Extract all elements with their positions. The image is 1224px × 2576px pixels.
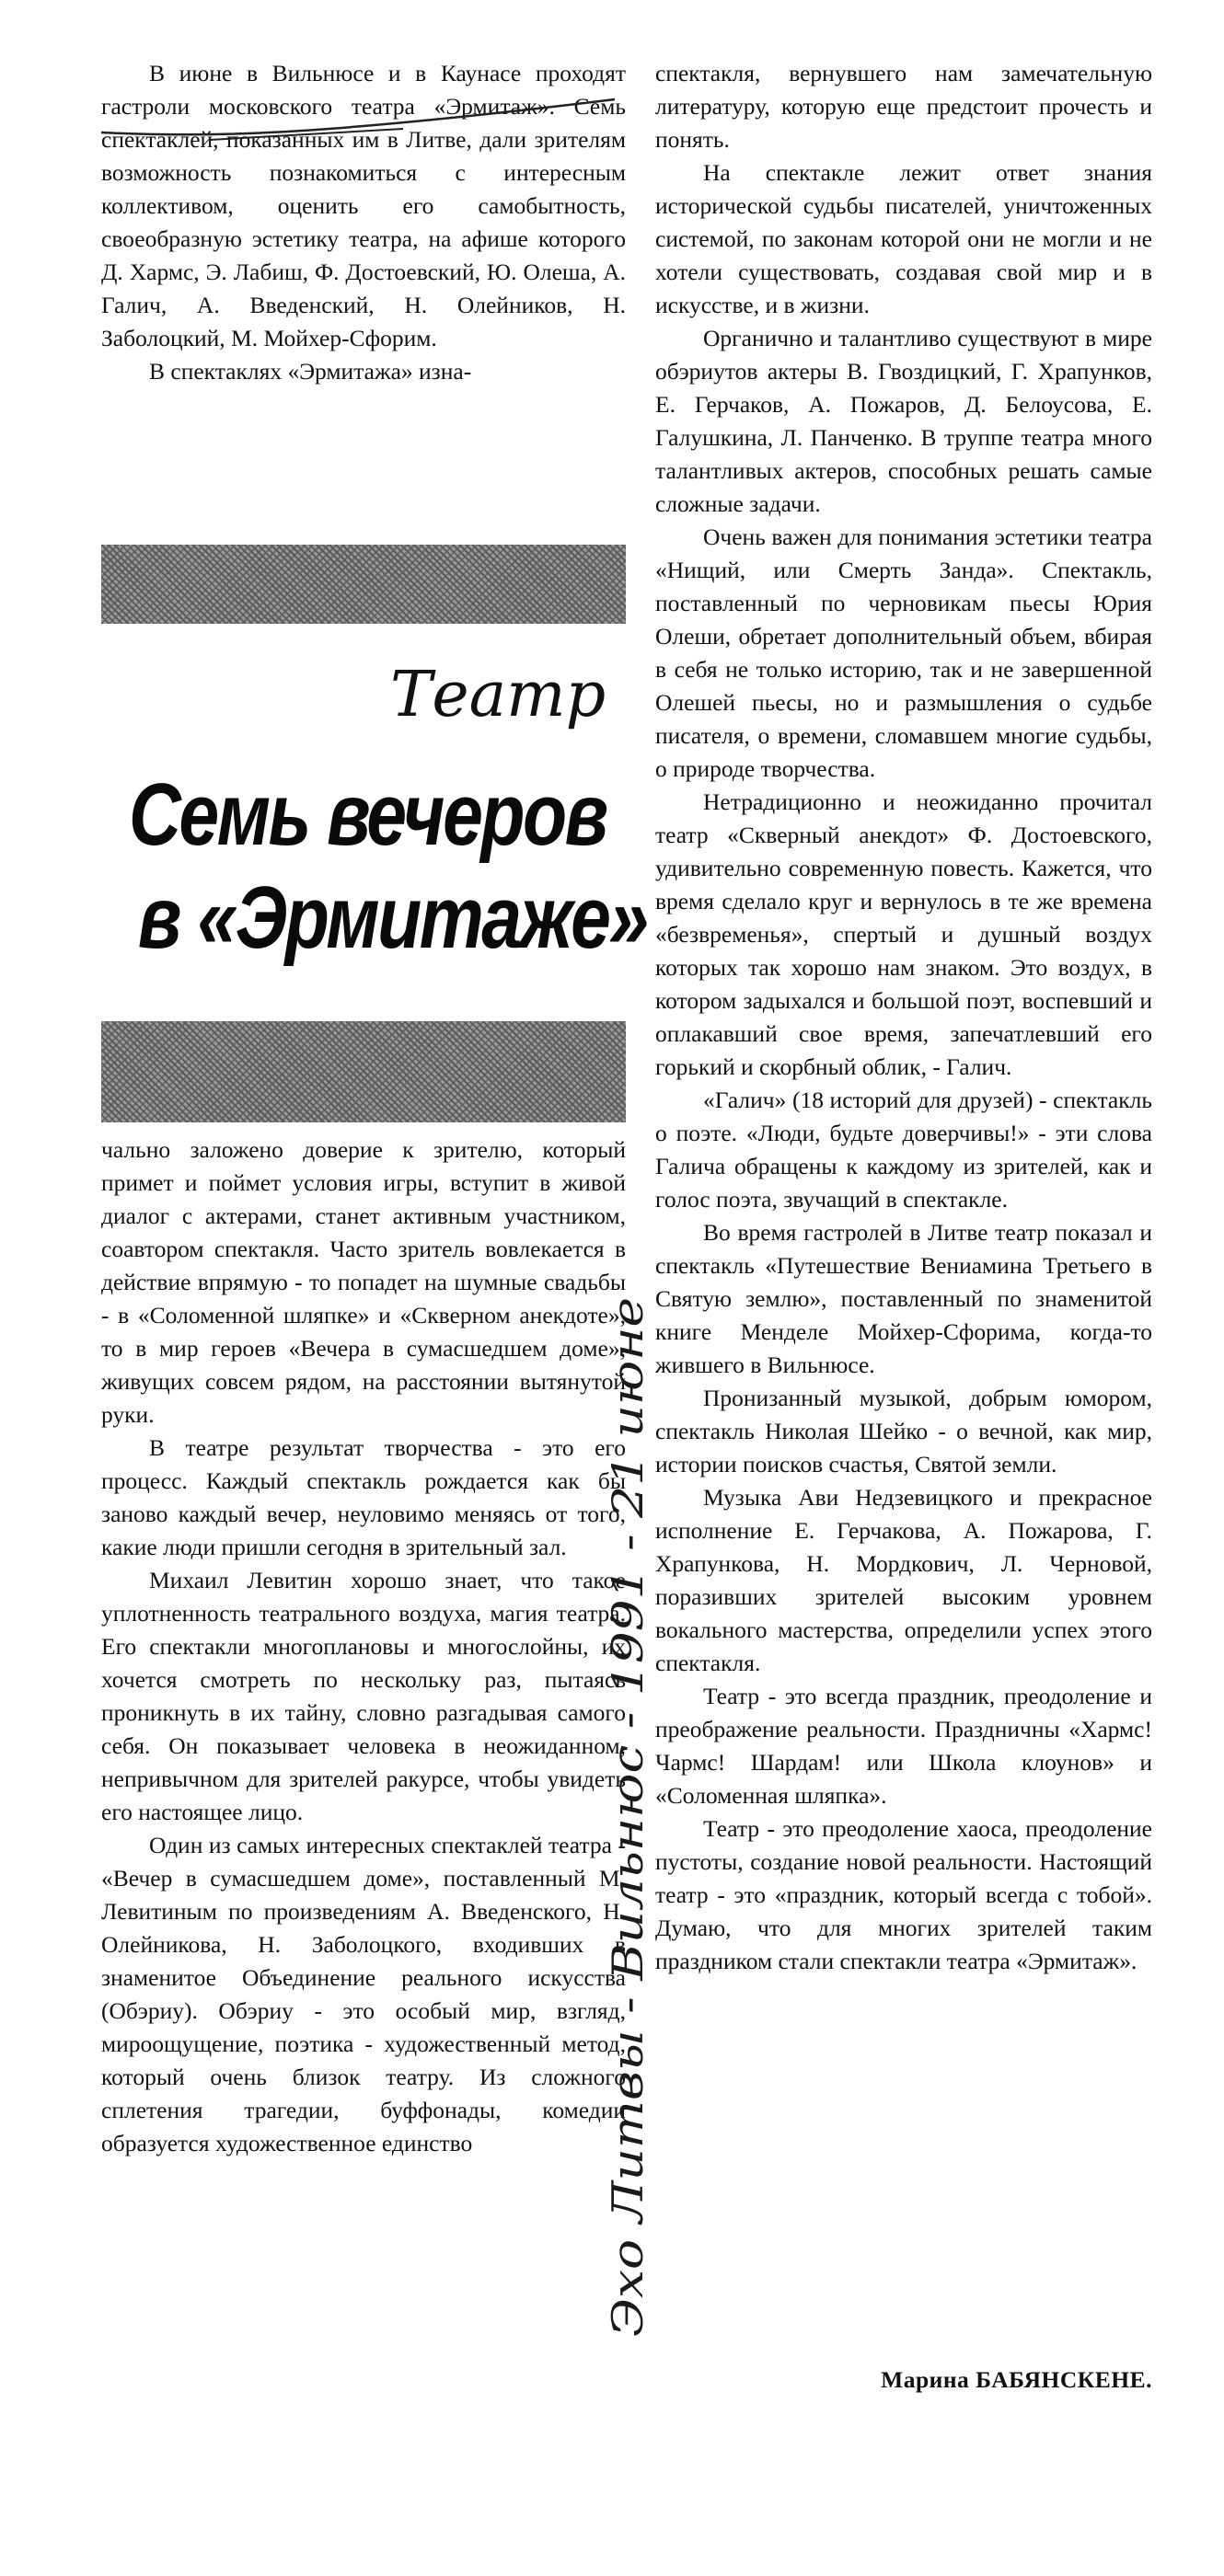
halftone-band-bottom — [101, 1021, 626, 1122]
paragraph: «Галич» (18 историй для друзей) - спектакль о поэте. «Люди, будьте доверчивы!» - эти слова Галича обращены к каждому из зрителей, как и голос поэта, звучащий в спектакле. — [655, 1087, 1152, 1213]
paragraph: Музыка Ави Недзевицкого и прекрасное исполнение Е. Герчакова, А. Пожарова, Г. Храпункова, Н. Мордкович, Л. Черновой, поразивших зрителей высоким уровнем вокального мастерства, определили успех этого спектакля. — [655, 1484, 1152, 1676]
halftone-band-top — [101, 545, 626, 624]
paragraph: В июне в Вильнюсе и в Каунасе проходят гастроли московского театра «Эрмитаж». Семь спектаклей, показанных им в Литве, дали зрителям возможность познакомиться с интересным коллективом, оценить его самобытность, своеобразную эстетику театра, на афише которого Д. Хармс, Э. Лабиш, Ф. Достоевский, Ю. Олеша, А. Галич, А. Введенский, Н. Олейников, Н. Заболоцкий, М. Мойхер-Сфорим. — [101, 60, 626, 351]
headline-line-2: в «Эрмитаже» — [137, 868, 647, 967]
paragraph: Один из самых интересных спектаклей театра - «Вечер в сумасшедшем доме», поставленный М. Левитиным по произведениям А. Введенского, Н. Олейникова, Н. Заболоцкого, входивших в знаменитое Объединение реального искусства (Обэриу). Обэриу - это особый мир, взгляд, мироощущение, поэтика - художественный метод, который очень близок театру. Из сложного сплетения трагедии, буффонады, комедии образуется художественное единство — [101, 1832, 626, 2156]
paragraph: Театр - это всегда праздник, преодоление и преображение реальности. Праздничны «Хармс! Чармс! Шардам! или Школа клоунов» и «Соломенная шляпка». — [655, 1683, 1152, 1809]
paragraph: спектакля, вернувшего нам замечательную литературу, которую еще предстоит прочесть и понять. — [655, 60, 1152, 153]
article-column-right — [655, 57, 1152, 1978]
paragraph: Органично и талантливо существуют в мире обэриутов актеры В. Гвоздицкий, Г. Храпунков, Е. Герчаков, А. Пожаров, Д. Белоусова, Е. Галушкина, Л. Панченко. В труппе театра много талантливых актеров, способных решать самые сложные задачи. — [655, 325, 1152, 517]
paragraph: В театре результат творчества - это его процесс. Каждый спектакль рождается как бы заново каждый вечер, неуловимо меняясь от того, какие люди пришли сегодня в зрительный зал. — [101, 1434, 626, 1560]
article-column-left-bottom — [101, 1133, 626, 2160]
rubric-label — [387, 644, 626, 745]
handwritten-note-text: Эхо Литвы - Вильнюс - 1991 - 21 июне — [603, 1466, 652, 2337]
paragraph: Очень важен для понимания эстетики театра «Нищий, или Смерть Занда». Спектакль, поставленный по черновикам пьесы Юрия Олеши, обретает дополнительный объем, вбирая в себя не только историю, так и не завершенной Олешей пьесы, но и размышления о судьбе писателя, о времени, сломавшем многие судьбы, о природе творчества. — [655, 523, 1152, 782]
headline-line-1: Семь вечеров — [129, 765, 606, 864]
paragraph: Во время гастролей в Литве театр показал и спектакль «Путешествие Вениамина Третьего в Святую землю», поставленный по знаменитой книге Менделе Мойхер-Сфорима, когда-то жившего в Вильнюсе. — [655, 1219, 1152, 1378]
author-byline: Марина БАБЯНСКЕНЕ. — [881, 2366, 1152, 2393]
rubric-text: Театр — [390, 659, 606, 731]
paragraph: На спектакле лежит ответ знания исторической судьбы писателей, уничтоженных системой, по законам которой они не могли и не хотели существовать, создавая свой мир и в искусстве, и в жизни. — [655, 159, 1152, 318]
paragraph: Пронизанный музыкой, добрым юмором, спектакль Николая Шейко - о вечной, как мир, истории поисков счастья, Святой земли. — [655, 1385, 1152, 1478]
paragraph: Нетрадиционно и неожиданно прочитал театр «Скверный анекдот» Ф. Достоевского, удивительно современную повесть. Кажется, что время сделало круг и вернулось в те же времена «безвременья», спертый и душный воздух которых так хорошо нам знаком. Это воздух, в котором задыхался и большой поэт, воспевший и оплакавший свое время, запечатлевший его горький и скорбный облик, - Галич. — [655, 788, 1152, 1080]
paragraph: чально заложено доверие к зрителю, который примет и поймет условия игры, вступит в живой диалог с актерами, станет активным участником, соавтором спектакля. Часто зритель вовлекается в действие впрямую - то попадет на шумные свадьбы - в «Соломенной шляпке» и «Скверном анекдоте», то в мир героев «Вечера в сумасшедшем доме», живущих совсем рядом, на расстоянии вытянутой руки. — [101, 1136, 626, 1428]
paragraph: Михаил Левитин хорошо знает, что такое уплотненность театрального воздуха, магия театра. Его спектакли многоплановы и многослойны, их хочется смотреть по нескольку раз, пытаясь проникнуть в их тайну, словно разгадывая самого себя. Он показывает человека в неожиданном, непривычном для зрителей ракурсе, чтобы увидеть его настоящее лицо. — [101, 1567, 626, 1825]
pen-underline-mark — [99, 92, 633, 147]
headline — [129, 764, 647, 970]
paragraph: Театр - это преодоление хаоса, преодоление пустоты, создание новой реальности. Настоящий театр - это «праздник, который всегда с тобой». Думаю, что для многих зрителей таким праздником стали спектакли театра «Эрмитаж». — [655, 1815, 1152, 1974]
handwritten-margin-note — [598, 1279, 663, 2346]
paragraph: В спектаклях «Эрмитажа» изна- — [149, 358, 472, 385]
